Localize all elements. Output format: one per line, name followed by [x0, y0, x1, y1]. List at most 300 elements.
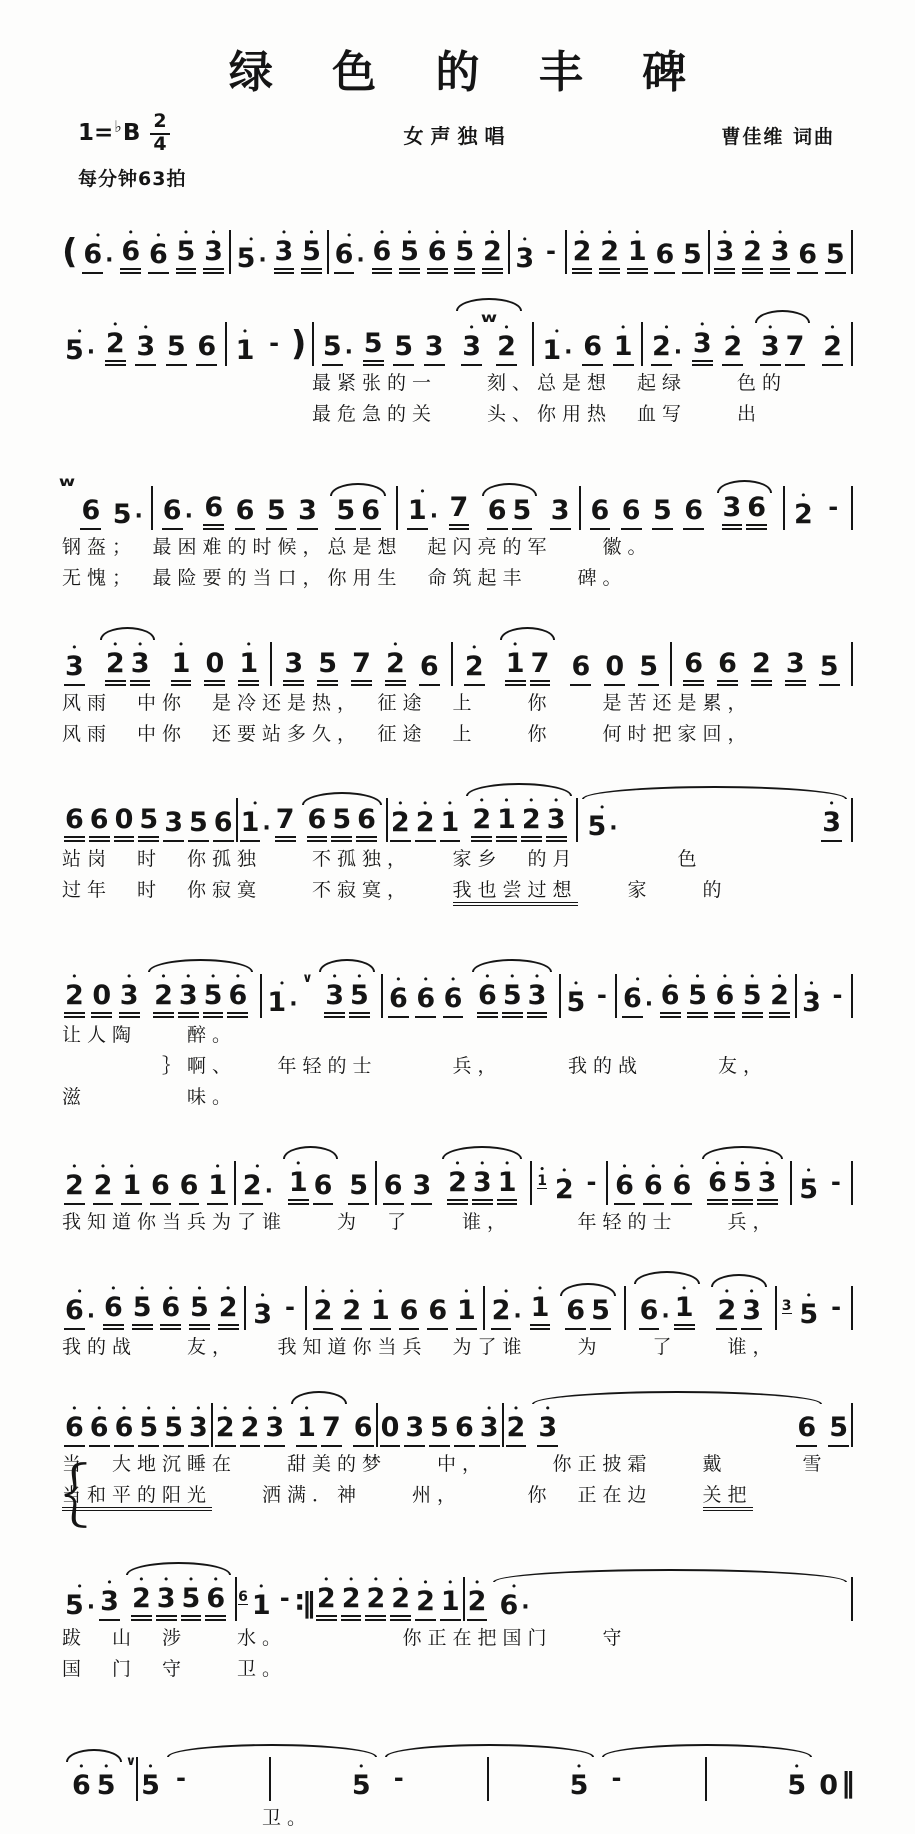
note — [235, 327, 256, 366]
note-row — [353, 1413, 374, 1447]
note-row — [235, 496, 256, 530]
barline — [851, 1577, 853, 1621]
digit: 3 — [404, 1413, 425, 1447]
slur-arc — [558, 1281, 618, 1330]
lyric-row — [62, 1480, 853, 1511]
digit: 2 — [64, 1171, 85, 1205]
note — [203, 228, 224, 274]
note — [274, 228, 295, 274]
digit: 3 — [411, 1171, 432, 1205]
digit: 6 — [717, 649, 738, 686]
digit: 6 — [64, 1413, 85, 1447]
note-row — [454, 1413, 475, 1447]
digit: 2 — [64, 981, 85, 1018]
barline — [565, 230, 567, 274]
digit: 5 — [652, 496, 673, 530]
barline — [851, 798, 853, 842]
digit: 6 — [714, 981, 735, 1018]
slur-arc — [709, 1272, 769, 1330]
octave-dot: • — [503, 321, 510, 334]
note — [786, 1762, 807, 1801]
lyric-text: 卫。 — [62, 1807, 313, 1829]
note — [651, 323, 682, 366]
octave-dot: • — [195, 1402, 202, 1415]
note — [491, 1287, 522, 1330]
octave-dot: • — [303, 1402, 310, 1415]
barline — [851, 322, 853, 366]
note-row — [390, 808, 411, 842]
note — [93, 1162, 114, 1205]
digit: 2 — [722, 332, 743, 366]
note-row — [64, 652, 85, 686]
note-row — [114, 805, 135, 842]
grace-note — [238, 1590, 248, 1605]
digit: 3 — [546, 805, 567, 842]
note-row — [360, 496, 381, 530]
note-row — [449, 493, 470, 530]
barline — [151, 486, 153, 530]
note-row — [82, 240, 113, 274]
digit: 1 — [238, 649, 259, 686]
note — [82, 231, 113, 274]
note-row — [565, 1296, 586, 1330]
note-row — [785, 649, 806, 686]
lyric-row — [62, 1449, 853, 1480]
octave-dot: • — [633, 226, 641, 239]
digit: 6 — [654, 240, 675, 274]
slur-arc — [700, 1144, 784, 1205]
lyric-text: 洒满．神 州， 你 正在边 — [212, 1484, 703, 1506]
note-row — [80, 496, 101, 530]
digit: 3 — [770, 237, 791, 274]
key-letter: B — [122, 120, 141, 147]
octave-dot: • — [433, 226, 441, 239]
note-row — [363, 329, 384, 366]
note — [471, 796, 492, 842]
note — [103, 1284, 124, 1330]
octave-dot: • — [666, 970, 674, 983]
note-row — [274, 237, 295, 274]
digit: 1 — [240, 808, 261, 842]
note-row — [153, 981, 174, 1018]
octave-dot: • — [503, 794, 510, 807]
aug-dot: · — [644, 992, 654, 1017]
note — [505, 640, 526, 686]
note — [714, 972, 735, 1018]
lyric-row — [62, 875, 853, 906]
digit: 6 — [671, 1171, 692, 1205]
digit: 6 — [114, 1413, 135, 1447]
octave-dot: • — [560, 1164, 568, 1177]
digit: 1 — [121, 1171, 142, 1205]
digit: 6 — [415, 984, 436, 1018]
digit: 2 — [822, 332, 843, 366]
note-row — [64, 1171, 85, 1205]
octave-dot: • — [473, 1576, 481, 1589]
duration-dash: - — [546, 237, 556, 265]
digit: 3 — [785, 649, 806, 686]
note-row — [71, 1771, 92, 1801]
note — [427, 228, 448, 274]
digit: 3 — [283, 649, 304, 686]
octave-dot: • — [319, 1285, 327, 1298]
note-row — [714, 981, 735, 1018]
note — [683, 649, 704, 686]
digit: 1 — [674, 1293, 695, 1330]
aug-dot: · — [609, 816, 618, 841]
digit: 3 — [821, 808, 842, 842]
note — [742, 228, 763, 274]
digit: 3 — [515, 243, 535, 274]
note-row — [527, 981, 548, 1018]
note — [797, 240, 818, 274]
lyric-row — [62, 1803, 853, 1834]
note-row — [89, 805, 110, 842]
digit: 2 — [599, 237, 620, 274]
digit: 5 — [138, 1413, 159, 1447]
digit: 5 — [819, 652, 840, 686]
lyric-text: 无愧； 最险要的当口，你用生 命筑起丰 碑。 — [62, 567, 628, 589]
note — [156, 1575, 177, 1621]
note — [390, 1575, 411, 1621]
note-row — [471, 805, 492, 842]
digit: 6 — [487, 496, 508, 530]
note — [99, 1578, 120, 1621]
note — [415, 799, 436, 842]
octave-dot: • — [454, 1157, 461, 1170]
slur-arc — [146, 957, 255, 1018]
score-line — [62, 620, 853, 750]
digit: 1 — [530, 1293, 551, 1330]
barline — [502, 1403, 504, 1447]
note-row — [64, 1413, 85, 1447]
digit: 2 — [341, 1296, 362, 1330]
aug-dot: · — [673, 340, 683, 365]
lyric-text: 风雨 中你 是冷还是热， 征途 上 你 是苦还是累， — [62, 692, 753, 714]
note — [456, 1287, 477, 1330]
digit: 3 — [550, 496, 571, 530]
note — [80, 496, 101, 530]
lyric-row — [62, 688, 853, 719]
digit: 3 — [760, 332, 781, 366]
digit: 3 — [163, 808, 184, 842]
lyrics-brace: ｛ — [32, 1459, 88, 1538]
lyric-row — [62, 1082, 853, 1113]
octave-dot: • — [112, 638, 119, 651]
note — [114, 805, 135, 842]
octave-dot: • — [259, 1289, 266, 1302]
note — [215, 1404, 236, 1447]
note — [188, 1404, 209, 1447]
digit: 6 — [399, 1296, 420, 1330]
octave-dot: • — [552, 794, 560, 807]
digit: 0 — [204, 649, 225, 686]
digit: 5 — [502, 981, 523, 1018]
digit: 1 — [497, 1168, 518, 1205]
note — [822, 323, 843, 366]
lyrics-block — [62, 1020, 853, 1113]
note — [427, 1296, 448, 1330]
note-row — [399, 1296, 420, 1330]
octave-dot: • — [749, 226, 756, 239]
note — [440, 1578, 461, 1621]
digit: 3 — [757, 1168, 778, 1205]
note — [498, 1582, 529, 1621]
note — [404, 1413, 425, 1447]
note — [627, 228, 648, 274]
note-row — [621, 496, 642, 530]
note — [176, 228, 197, 274]
note-row — [415, 984, 436, 1018]
note-row — [176, 237, 197, 274]
digit: 2 — [93, 1171, 114, 1205]
note-row — [365, 1584, 386, 1621]
note-row — [424, 332, 445, 366]
note-row — [477, 981, 498, 1018]
note — [64, 972, 85, 1018]
digit: 6 — [213, 808, 234, 842]
note-row — [546, 805, 567, 842]
barline — [270, 642, 272, 686]
digit: 1 — [542, 335, 562, 366]
octave-dot: • — [471, 641, 478, 654]
octave-dot: • — [479, 1157, 486, 1170]
note-row — [316, 1584, 337, 1621]
note-row — [487, 496, 508, 530]
tempo-marking: 每分钟63拍 — [78, 167, 187, 190]
aug-dot: · — [513, 1304, 522, 1329]
barline — [795, 974, 797, 1018]
note — [722, 323, 743, 366]
note — [240, 799, 271, 842]
note — [521, 796, 542, 842]
lyrics-block — [62, 1803, 853, 1834]
note-row — [203, 493, 224, 530]
digit: 1 — [627, 237, 648, 274]
octave-dot: • — [776, 970, 783, 983]
note-row — [454, 237, 475, 274]
barline — [235, 1577, 237, 1621]
note — [138, 805, 159, 842]
digit: 6 — [590, 496, 611, 530]
note — [235, 496, 256, 530]
aug-dot: · — [105, 248, 114, 273]
barline — [234, 1161, 236, 1205]
key-block — [78, 112, 186, 191]
note — [363, 329, 384, 366]
lyric-row — [62, 563, 853, 594]
slur-arc — [289, 1389, 349, 1447]
octave-dot: • — [449, 973, 457, 986]
note — [349, 972, 370, 1018]
digit: 5 — [687, 981, 708, 1018]
note — [714, 228, 735, 274]
note — [683, 496, 704, 530]
digit: 5 — [349, 981, 370, 1018]
note — [351, 1762, 372, 1801]
octave-dot: • — [323, 1573, 330, 1586]
digit: 6 — [205, 1584, 226, 1621]
barline — [624, 1286, 626, 1330]
note-row — [349, 981, 370, 1018]
note — [132, 1284, 153, 1330]
digit: 5 — [363, 329, 384, 366]
octave-dot: • — [160, 970, 167, 983]
digit: 2 — [385, 649, 406, 686]
octave-dot: • — [345, 229, 353, 242]
note-row — [324, 981, 345, 1018]
aug-dot: · — [429, 504, 439, 529]
note — [131, 1575, 152, 1621]
barline — [229, 230, 231, 274]
lyric-text: ｝啊、 年轻的士 兵， 我的战 友， — [62, 1055, 769, 1077]
note-row — [64, 1296, 95, 1330]
octave-dot: • — [793, 1760, 801, 1773]
note — [590, 1296, 611, 1330]
note — [671, 1162, 692, 1205]
note — [297, 496, 318, 530]
note-row — [166, 332, 187, 366]
digit: 3 — [461, 332, 482, 366]
note-row — [322, 332, 353, 366]
digit: 7 — [530, 649, 551, 686]
note — [639, 1296, 670, 1330]
note — [550, 496, 571, 530]
lyrics-block — [62, 688, 853, 750]
digit: 2 — [651, 332, 672, 366]
repeat-end-barline: ∶‖ — [295, 1586, 314, 1619]
note — [207, 1162, 228, 1205]
note — [307, 805, 328, 842]
note — [140, 1762, 161, 1801]
octave-dot: • — [512, 1402, 520, 1415]
octave-dot: • — [729, 321, 736, 334]
digit: 6 — [565, 1296, 586, 1330]
lyric-text: 我的战 友， 我知道你当兵 为了谁 为 了 谁， — [62, 1336, 778, 1358]
digit: 6 — [499, 1590, 519, 1621]
note-row — [171, 649, 192, 686]
digit: 5 — [638, 652, 659, 686]
note-row — [682, 240, 703, 274]
note-row — [570, 652, 591, 686]
note — [204, 649, 225, 686]
note-row — [313, 1296, 334, 1330]
note-row — [716, 1296, 737, 1330]
digit: 5 — [799, 1299, 819, 1330]
barline — [670, 642, 672, 686]
note — [440, 799, 461, 842]
note — [317, 649, 338, 686]
lyrics-block — [62, 368, 853, 430]
aug-dot: · — [264, 1179, 273, 1204]
note — [251, 1582, 272, 1621]
lyric-row — [62, 1623, 853, 1654]
octave-dot: • — [76, 1580, 83, 1593]
note — [163, 808, 184, 842]
note — [275, 805, 296, 842]
note-row — [537, 1413, 558, 1447]
digit: 5 — [317, 649, 338, 686]
octave-dot: • — [748, 970, 756, 983]
digit: 6 — [360, 496, 381, 530]
note — [565, 1296, 586, 1330]
score-line — [58, 464, 853, 594]
note-row — [572, 237, 593, 274]
note-row — [496, 332, 517, 366]
digit: 2 — [471, 805, 492, 842]
digit: 5 — [799, 1174, 819, 1205]
digit: 6 — [64, 1296, 85, 1330]
digit: 3 — [692, 329, 713, 366]
note-row — [64, 336, 95, 366]
digit: 1 — [171, 649, 192, 686]
octave-dot: • — [422, 973, 429, 986]
aug-dot: · — [661, 1304, 670, 1329]
digit: 6 — [64, 805, 85, 842]
digit: 6 — [179, 1171, 200, 1205]
octave-dot: • — [212, 1573, 219, 1586]
octave-dot: • — [78, 1760, 85, 1773]
digit: 5 — [590, 1296, 611, 1330]
note-row — [203, 237, 224, 274]
digit: 2 — [751, 649, 772, 686]
grace-note — [782, 1299, 792, 1314]
octave-dot: • — [71, 1402, 78, 1415]
note-row — [683, 496, 704, 530]
note-row — [742, 981, 763, 1018]
digit: 7 — [449, 493, 470, 530]
note-row — [266, 988, 297, 1018]
note — [399, 1296, 420, 1330]
note-row — [181, 1584, 202, 1621]
note-row — [505, 649, 526, 686]
duration-dash: - — [279, 1584, 290, 1612]
octave-dot: • — [680, 1282, 688, 1295]
note — [614, 1162, 635, 1205]
digit: 5 — [569, 1770, 589, 1801]
digit: 6 — [582, 332, 603, 366]
barline — [530, 1161, 532, 1205]
barline — [641, 322, 643, 366]
digit: 0 — [114, 805, 135, 842]
breath-mark-icon: ∨ — [302, 971, 313, 986]
note — [487, 496, 508, 530]
note-row — [188, 1413, 209, 1447]
barline — [576, 798, 578, 842]
octave-dot: • — [308, 226, 315, 239]
digit: 7 — [351, 649, 372, 686]
digit: 2 — [572, 237, 593, 274]
note-row — [238, 649, 259, 686]
octave-dot: • — [502, 1285, 510, 1298]
digit: 6 — [639, 1296, 660, 1330]
note-row — [798, 1175, 819, 1205]
note — [266, 496, 287, 530]
digit: 2 — [105, 649, 126, 686]
note-row — [443, 984, 464, 1018]
digit: 2 — [215, 1413, 236, 1447]
note-row — [331, 805, 352, 842]
octave-dot: • — [76, 325, 83, 338]
note — [479, 1404, 500, 1447]
octave-dot: • — [503, 1157, 511, 1170]
note-row — [822, 332, 843, 366]
slur-arc — [470, 957, 554, 1018]
note — [64, 1404, 85, 1447]
octave-dot: • — [397, 797, 404, 810]
barline — [396, 486, 398, 530]
octave-dot: • — [511, 638, 519, 651]
